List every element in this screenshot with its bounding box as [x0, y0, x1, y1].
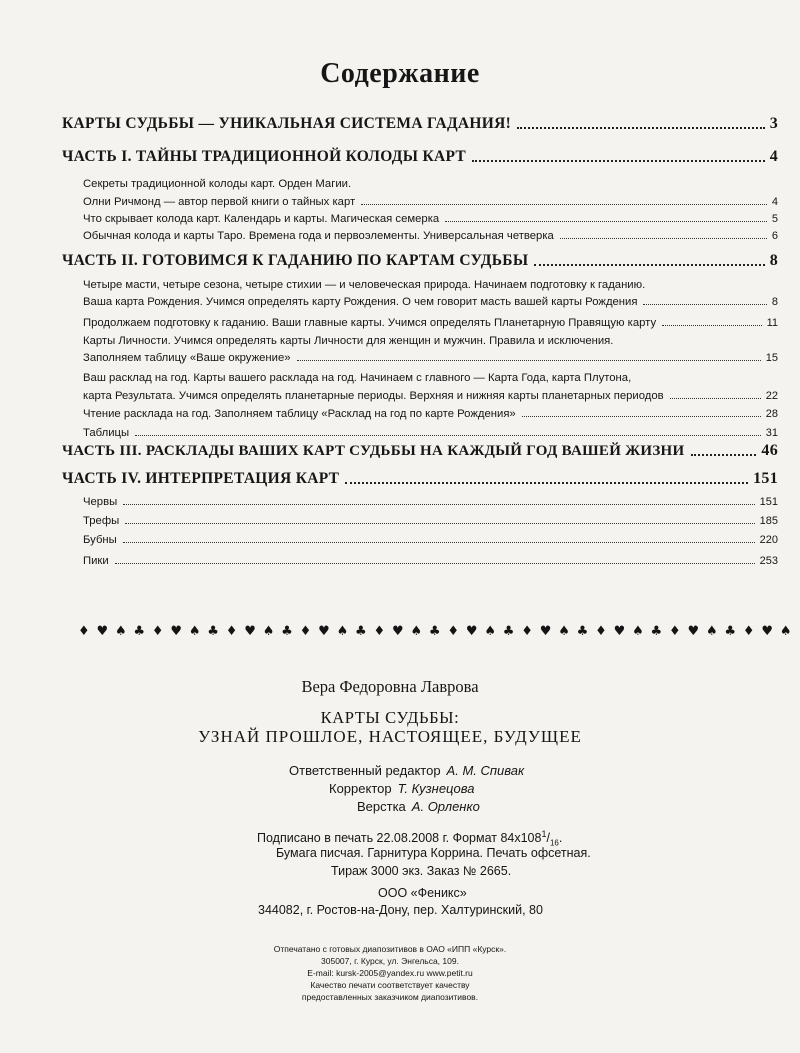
dot-leader — [522, 416, 761, 417]
club-suit-icon: ♣ — [133, 624, 146, 639]
toc-page-number: 5 — [771, 213, 778, 225]
heart-suit-icon: ♥ — [613, 624, 626, 639]
fine-print-line: 305007, г. Курск, ул. Энгельса, 109. — [321, 956, 459, 966]
toc-sub-entry — [83, 387, 778, 402]
toc-sub-entry — [83, 293, 778, 308]
toc-sub-entry — [83, 314, 778, 329]
toc-sub-entry — [83, 227, 778, 242]
dot-leader — [662, 325, 761, 326]
credit-name: Т. Кузнецова — [397, 781, 475, 796]
fine-print-line: предоставленных заказчиком диапозитивов. — [301, 992, 479, 1002]
toc-part-title: ЧАСТЬ II. ГОТОВИМСЯ К ГАДАНИЮ ПО КАРТАМ СУДЬБЫ — [62, 252, 529, 269]
dot-leader — [125, 523, 754, 524]
dot-leader — [691, 454, 757, 456]
toc-sub-entry — [83, 512, 778, 527]
club-suit-icon: ♣ — [650, 624, 663, 639]
dot-leader — [345, 482, 748, 484]
club-suit-icon: ♣ — [576, 624, 589, 639]
imprint-book-subtitle: УЗНАЙ ПРОШЛОЕ, НАСТОЯЩЕЕ, БУДУЩЕЕ — [198, 727, 582, 746]
toc-sub-title: Бубны — [83, 534, 117, 546]
dot-leader — [135, 435, 761, 436]
toc-sub-title: карта Результата. Учимся определять планетарные периоды. Верхняя и нижняя карты планетарных периодов — [83, 390, 664, 402]
spade-suit-icon: ♠ — [779, 624, 792, 639]
spade-suit-icon: ♠ — [558, 624, 570, 639]
toc-page-number: 8 — [769, 252, 778, 269]
toc-part-title: ЧАСТЬ IV. ИНТЕРПРЕТАЦИЯ КАРТ — [62, 470, 340, 487]
toc-page-number: 8 — [771, 296, 778, 308]
diamond-suit-icon: ♦ — [521, 624, 533, 639]
toc-sub-title: Ваша карта Рождения. Учимся определять карту Рождения. О чем говорит масть вашей карты Рождения — [83, 296, 638, 308]
heart-suit-icon: ♥ — [318, 624, 330, 639]
credit-role: Ответственный редактор — [289, 763, 441, 778]
toc-sub-title: Заполняем таблицу «Ваше окружение» — [83, 352, 291, 364]
format-fraction-numerator: 1 — [541, 829, 547, 839]
diamond-suit-icon: ♦ — [595, 624, 607, 639]
fine-print-line: E-mail: kursk-2005@yandex.ru www.petit.ru — [307, 968, 473, 978]
toc-sub-title: Червы — [83, 496, 118, 508]
dot-leader — [361, 204, 767, 205]
heart-suit-icon: ♥ — [465, 624, 478, 639]
diamond-suit-icon: ♦ — [299, 624, 312, 639]
toc-sub-line: Четыре масти, четыре сезона, четыре стихии — и человеческая природа. Начинаем подготовку к гаданию. — [83, 279, 646, 291]
toc-part-title: КАРТЫ СУДЬБЫ — УНИКАЛЬНАЯ СИСТЕМА ГАДАНИЯ! — [62, 115, 512, 132]
toc-sub-entry — [83, 193, 778, 208]
dot-leader — [643, 304, 766, 305]
toc-sub-entry — [83, 405, 778, 420]
dot-leader — [560, 238, 767, 239]
heart-suit-icon: ♥ — [761, 624, 773, 639]
toc-part-entry — [62, 146, 778, 166]
toc-page-number: 22 — [765, 390, 778, 402]
toc-page-number: 15 — [765, 352, 778, 364]
spade-suit-icon: ♠ — [705, 624, 718, 639]
toc-sub-title: Обычная колода и карты Таро. Времена года и первоэлементы. Универсальная четверка — [83, 230, 554, 242]
heart-suit-icon: ♥ — [391, 624, 404, 639]
toc-part-title: ЧАСТЬ I. ТАЙНЫ ТРАДИЦИОННОЙ КОЛОДЫ КАРТ — [62, 148, 467, 165]
imprint-author: Вера Федоровна Лаврова — [301, 677, 479, 696]
toc-page-number: 31 — [765, 427, 778, 439]
toc-sub-title: Продолжаем подготовку к гаданию. Ваши главные карты. Учимся определять Планетарную Правящую карту — [83, 317, 657, 329]
toc-sub-title: Олни Ричмонд — автор первой книги о тайных карт — [83, 196, 356, 208]
toc-page-number: 151 — [759, 496, 778, 508]
diamond-suit-icon: ♦ — [78, 624, 90, 639]
toc-page-number: 28 — [765, 408, 778, 420]
club-suit-icon: ♣ — [281, 624, 293, 639]
toc-part-entry — [62, 468, 778, 488]
dot-leader — [517, 127, 765, 129]
toc-sub-entry — [83, 552, 778, 567]
print-info-line: Тираж 3000 экз. Заказ № 2665. — [331, 864, 512, 878]
toc-sub-title: Трефы — [83, 515, 120, 527]
toc-sub-entry — [83, 493, 778, 508]
credit-role: Верстка — [357, 799, 406, 814]
diamond-suit-icon: ♦ — [447, 624, 460, 639]
diamond-suit-icon: ♦ — [742, 624, 755, 639]
credit-name: А. Орленко — [411, 799, 480, 814]
credit-role: Корректор — [329, 781, 392, 796]
dot-leader — [123, 542, 755, 543]
spade-suit-icon: ♠ — [114, 624, 127, 639]
toc-page-number: 4 — [771, 196, 778, 208]
imprint-book-title: КАРТЫ СУДЬБЫ: — [320, 708, 460, 727]
toc-page-number: 46 — [761, 442, 778, 459]
club-suit-icon: ♣ — [355, 624, 367, 639]
format-fraction-denominator: 16 — [549, 838, 559, 848]
club-suit-icon: ♣ — [207, 624, 219, 639]
toc-sub-entry — [83, 349, 778, 364]
toc-part-entry — [62, 113, 778, 133]
fine-print-line: Отпечатано с готовых диапозитивов в ОАО «ИПП «Курск». — [273, 944, 507, 954]
toc-part-title: ЧАСТЬ III. РАСКЛАДЫ ВАШИХ КАРТ СУДЬБЫ НА КАЖДЫЙ ГОД ВАШЕЙ ЖИЗНИ — [62, 443, 685, 459]
credit-proofreader — [329, 781, 474, 796]
publisher-address: 344082, г. Ростов-на-Дону, пер. Халтуринский, 80 — [258, 903, 543, 917]
fine-print-line: Качество печати соответствует качеству — [310, 980, 470, 990]
dot-leader — [297, 360, 761, 361]
toc-page-number: 185 — [759, 515, 778, 527]
toc-part-entry — [62, 440, 778, 460]
spade-suit-icon: ♠ — [484, 624, 496, 639]
toc-page-number: 11 — [766, 317, 778, 329]
toc-page-number: 151 — [753, 470, 778, 487]
card-suit-ornament-row — [78, 624, 792, 642]
heart-suit-icon: ♥ — [244, 624, 256, 639]
spade-suit-icon: ♠ — [632, 624, 644, 639]
credit-editor — [289, 763, 524, 778]
publisher-name: ООО «Феникс» — [378, 886, 467, 900]
spade-suit-icon: ♠ — [410, 624, 423, 639]
toc-sub-entry — [83, 210, 778, 225]
dot-leader — [445, 221, 767, 222]
heart-suit-icon: ♥ — [687, 624, 700, 639]
dot-leader — [115, 563, 755, 564]
toc-sub-line: Ваш расклад на год. Карты вашего расклада на год. Начинаем с главного — Карта Года, карта Плутона, — [83, 372, 632, 384]
heart-suit-icon: ♥ — [170, 624, 182, 639]
toc-page-number: 3 — [769, 115, 778, 132]
page-title: Содержание — [320, 58, 480, 89]
toc-sub-entry — [83, 424, 778, 439]
toc-part-entry — [62, 250, 778, 270]
toc-sub-entry — [83, 531, 778, 546]
dot-leader — [472, 160, 765, 162]
heart-suit-icon: ♥ — [539, 624, 552, 639]
print-info-text: Подписано в печать 22.08.2008 г. Формат 84x108 — [257, 831, 542, 846]
toc-sub-title: Что скрывает колода карт. Календарь и карты. Магическая семерка — [83, 213, 440, 225]
toc-page-number: 6 — [771, 230, 778, 242]
spade-suit-icon: ♠ — [262, 624, 275, 639]
toc-sub-title: Таблицы — [83, 427, 130, 439]
toc-page-number: 4 — [769, 148, 778, 165]
spade-suit-icon: ♠ — [188, 624, 201, 639]
dot-leader — [123, 504, 754, 505]
club-suit-icon: ♣ — [502, 624, 515, 639]
toc-sub-title: Пики — [83, 555, 109, 567]
credit-layout — [357, 799, 480, 814]
spade-suit-icon: ♠ — [336, 624, 349, 639]
toc-sub-line: Секреты традиционной колоды карт. Орден Магии. — [83, 178, 352, 190]
toc-page-number: 253 — [759, 555, 778, 567]
heart-suit-icon: ♥ — [96, 624, 109, 639]
print-info-line: Подписано в печать 22.08.2008 г. Формат $84x108^1/_{16}$. — [257, 829, 563, 848]
toc-sub-title: Чтение расклада на год. Заполняем таблицу «Расклад на год по карте Рождения» — [83, 408, 516, 420]
toc-sub-line: Карты Личности. Учимся определять карты Личности для женщин и мужчин. Правила и исключения. — [83, 335, 614, 347]
dot-leader — [534, 264, 764, 266]
diamond-suit-icon: ♦ — [151, 624, 164, 639]
diamond-suit-icon: ♦ — [373, 624, 386, 639]
diamond-suit-icon: ♦ — [225, 624, 238, 639]
club-suit-icon: ♣ — [724, 624, 737, 639]
dot-leader — [670, 398, 761, 399]
diamond-suit-icon: ♦ — [669, 624, 681, 639]
print-info-line: Бумага писчая. Гарнитура Коррина. Печать офсетная. — [276, 846, 591, 860]
club-suit-icon: ♣ — [428, 624, 441, 639]
toc-page-number: 220 — [759, 534, 778, 546]
credit-name: А. М. Спивак — [446, 763, 525, 778]
